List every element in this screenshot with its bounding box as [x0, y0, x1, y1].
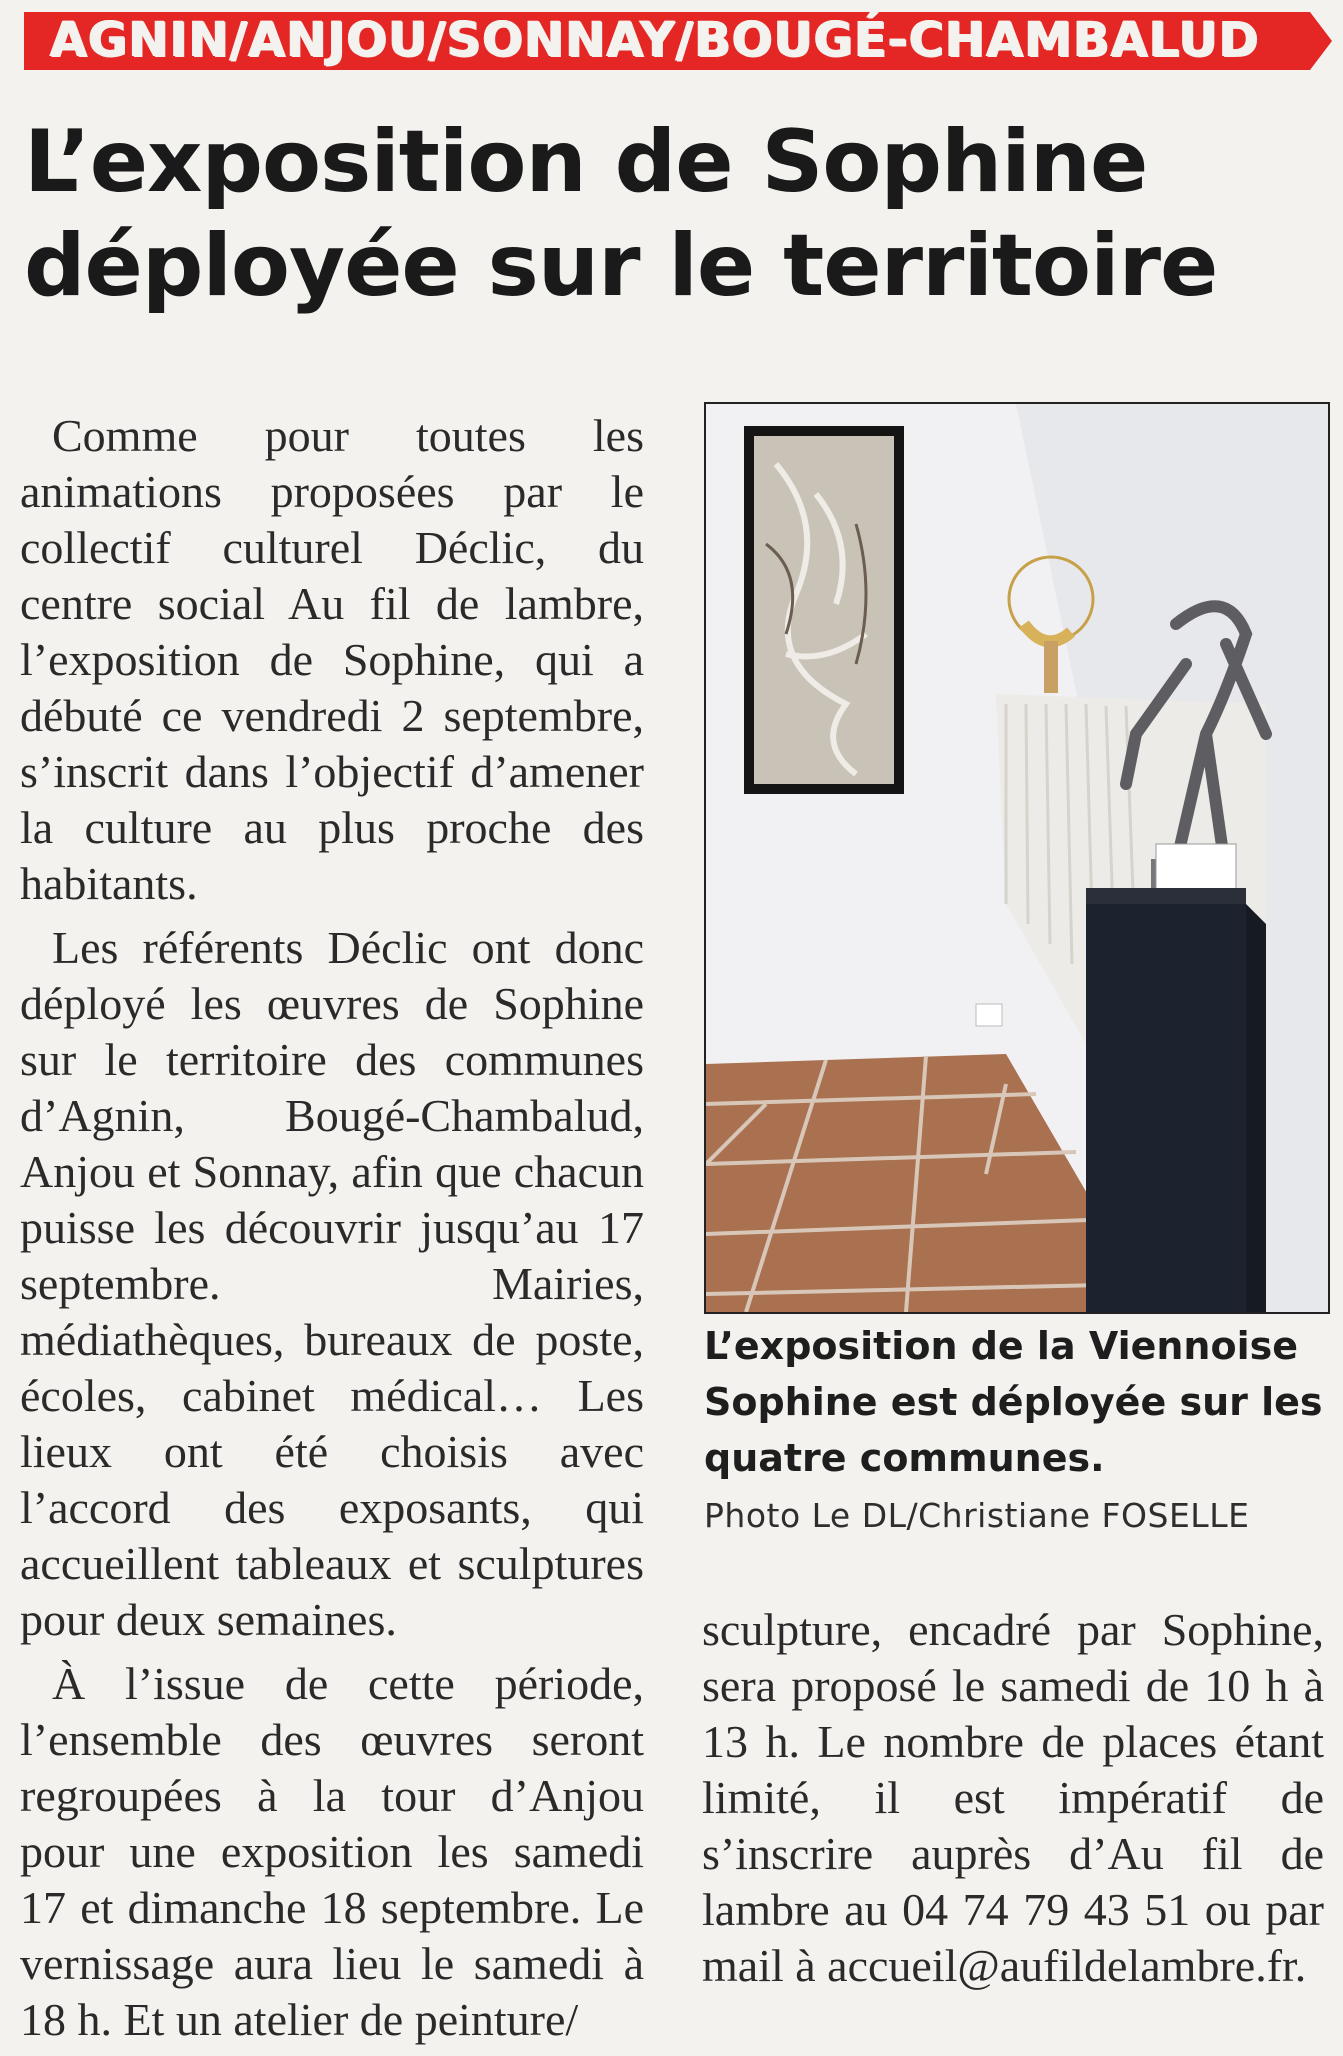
headline-line-2: déployée sur le territoire — [24, 216, 1218, 316]
pedestal-icon — [1086, 888, 1266, 1312]
paragraph-3: À l’issue de cette période, l’ensemble des œuvres seront regroupées à la tour d’Anjou pour une exposition les samedi 17 et dimanche 18 septembre. Le vernissage aura lieu le samedi à 18 h. Et un atelier de peinture/ — [20, 1658, 644, 2045]
article-column-left — [20, 408, 644, 2056]
photo-credit: Photo Le DL/Christiane FOSELLE — [704, 1496, 1250, 1535]
article-photo — [704, 402, 1330, 1314]
headline-line-1: L’exposition de Sophine — [24, 112, 1148, 212]
framed-painting-icon — [744, 426, 904, 794]
paragraph-4: sculpture, encadré par Sophine, sera proposé le samedi de 10 h à 13 h. Le nombre de places étant limité, il est impératif de s’inscrire auprès d’Au fil de lambre au 04 74 79 43 51 ou par mail à accueil@aufildelambre.fr. — [702, 1604, 1324, 1991]
kicker-label: AGNIN/ANJOU/SONNAY/BOUGÉ-CHAMBALUD — [50, 12, 1260, 68]
photo-caption: L’exposition de la Viennoise Sophine est déployée sur les quatre communes. — [704, 1324, 1323, 1480]
article-column-right — [702, 1602, 1324, 2002]
headline — [24, 110, 1324, 318]
paragraph-2: Les référents Déclic ont donc déployé les œuvres de Sophine sur le territoire des communes d’Agnin, Bougé-Chambalud, Anjou et Sonnay, afin que chacun puisse les découvrir jusqu’au 17 septembre. Mairies, médiathèques, bureaux de poste, écoles, cabinet médical… Les lieux ont été choisis avec l’accord des exposants, qui accueillent tableaux et sculptures pour deux semaines. — [20, 922, 644, 1645]
paragraph-1: Comme pour toutes les animations proposées par le collectif culturel Déclic, du centre social Au fil de lambre, l’exposition de Sophine, qui a débuté ce vendredi 2 septembre, s’inscrit dans l’objectif d’amener la culture au plus proche des habitants. — [20, 410, 644, 909]
